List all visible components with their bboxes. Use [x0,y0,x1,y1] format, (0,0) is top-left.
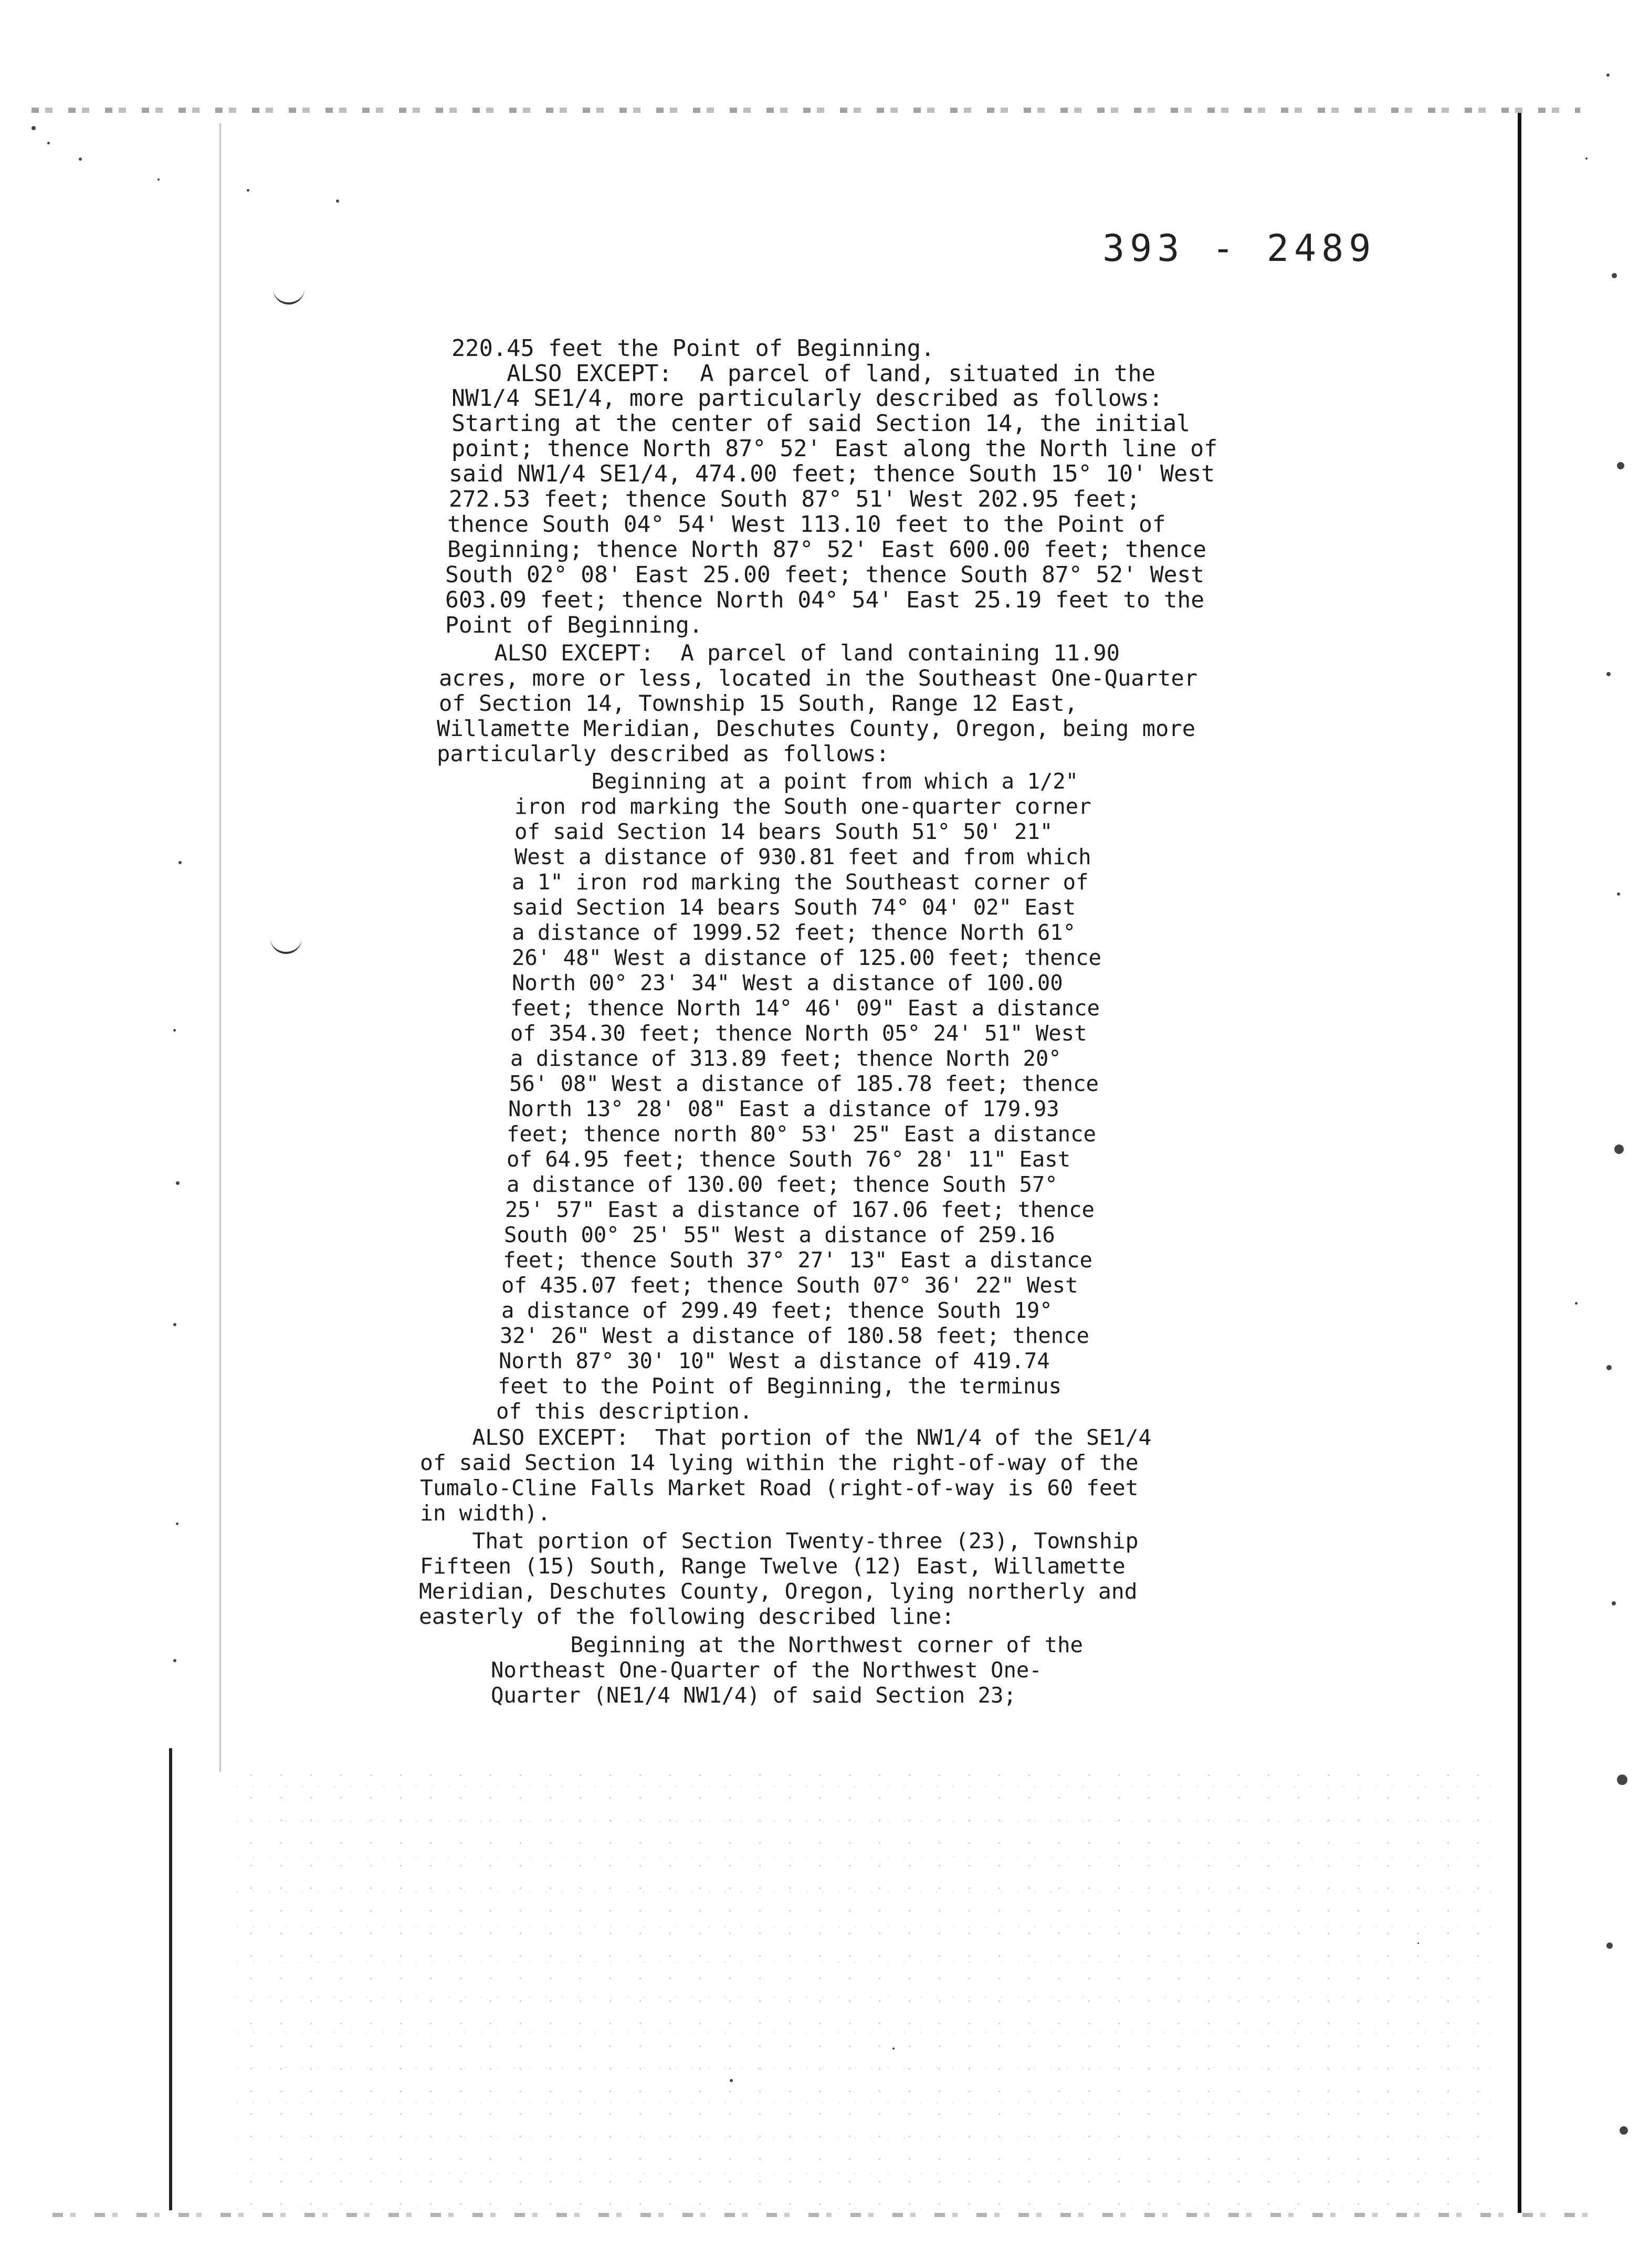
text-line: North 13° 28' 08" East a distance of 179.93 [508,1096,1059,1121]
scan-speckle [79,158,82,161]
text-line: North 87° 30' 10" West a distance of 419.74 [499,1348,1050,1373]
text-line: said NW1/4 SE1/4, 474.00 feet; thence South 15° 10' West [449,461,1215,487]
text-line: feet; thence South 37° 27' 13" East a distance [503,1247,1092,1273]
scan-speckle [892,2048,895,2050]
text-line: a distance of 1999.52 feet; thence North 61° [512,920,1076,945]
text-line: Beginning; thence North 87° 52' East 600.00 feet; thence [447,537,1207,563]
text-line: feet to the Point of Beginning, the terminus [498,1373,1062,1399]
text-line: in width). [420,1500,551,1526]
text-line: ALSO EXCEPT: A parcel of land containing 11.90 [441,640,1120,666]
text-line: of 354.30 feet; thence North 05° 24' 51" West [510,1021,1087,1046]
text-line: Tumalo-Cline Falls Market Road (right-of-way is 60 feet [420,1475,1139,1500]
text-line: a distance of 130.00 feet; thence South 57° [507,1172,1058,1197]
scan-speckle [1620,2126,1628,2135]
scan-speckle [31,126,36,130]
text-line: Beginning at a point from which a 1/2" [514,769,1079,794]
scan-speckle [1606,74,1610,77]
scan-speckle [1585,158,1588,160]
scan-speckle [1606,1365,1612,1370]
text-line: 32' 26" West a distance of 180.58 feet; thence [500,1323,1089,1348]
scan-speckle [173,1323,176,1326]
scan-speckle [173,1659,176,1662]
text-line: of 435.07 feet; thence South 07° 36' 22" West [501,1273,1078,1298]
scan-speckle [178,861,182,864]
scan-speckle [1606,672,1611,676]
scan-speckle [1575,1302,1578,1305]
text-line: a 1" iron rod marking the Southeast corner of [512,869,1089,895]
scan-speckle [247,189,249,192]
scan-speckle [176,1181,180,1185]
scan-speckle [1612,273,1617,278]
text-line: of said Section 14 bears South 51° 50' 21" [514,819,1053,844]
scan-speckle [1606,1942,1613,1949]
text-line: thence South 04° 54' West 113.10 feet to the Point of [447,511,1166,538]
text-line: ALSO EXCEPT: That portion of the NW1/4 of the SE1/4 [420,1425,1152,1450]
scan-speckle [1417,1942,1419,1944]
scan-speckle [173,1029,176,1032]
text-line: of said Section 14 lying within the right-of-way of the [420,1450,1139,1475]
text-line: 25' 57" East a distance of 167.06 feet; thence [505,1197,1095,1222]
text-line: said Section 14 bears South 74° 04' 02" East [512,895,1076,920]
text-line: easterly of the following described line: [419,1604,955,1629]
text-line: iron rod marking the South one-quarter corner [514,794,1091,819]
scan-speckle [1614,1144,1624,1154]
text-line: particularly described as follows: [437,741,889,766]
scan-speckle [730,2079,733,2082]
text-line: Point of Beginning. [445,612,703,638]
text-line: Starting at the center of said Section 14, the initial [451,411,1191,437]
text-line: North 00° 23' 34" West a distance of 100.00 [512,970,1063,995]
scan-edge-bottom [52,2213,1596,2217]
text-line: Meridian, Deschutes County, Oregon, lying northerly and [419,1579,1138,1604]
text-line: acres, more or less, located in the Southeast One-Quarter [439,665,1198,691]
text-line: 26' 48" West a distance of 125.00 feet; thence [512,945,1101,970]
scan-edge-top [31,108,1580,113]
text-line: Northeast One-Quarter of the Northwest One- [491,1657,1042,1683]
page-left-rule [169,1748,172,2210]
text-line: point; thence North 87° 52' East along the North line of [451,436,1218,462]
scan-speckle-field [236,1764,1496,2210]
margin-mark [273,288,304,304]
scan-speckle [1617,462,1624,469]
text-line: Quarter (NE1/4 NW1/4) of said Section 23; [491,1683,1016,1708]
text-line: Beginning at the Northwest corner of the [493,1632,1083,1657]
text-line: 220.45 feet the Point of Beginning. [451,335,935,362]
text-line: Fifteen (15) South, Range Twelve (12) East, Willamette [420,1553,1126,1579]
text-line: of Section 14, Township 15 South, Range 12 East, [439,690,1078,716]
page-number: 393 ‑ 2489 [1102,227,1376,270]
page-right-rule [1518,113,1521,2213]
scan-speckle [336,200,339,203]
text-line: a distance of 313.89 feet; thence North 20° [510,1046,1062,1071]
text-line: NW1/4 SE1/4, more particularly described as follows: [451,385,1163,412]
text-line: a distance of 299.49 feet; thence South 19° [501,1298,1053,1323]
scan-speckle [157,178,160,181]
text-line: 272.53 feet; thence South 87° 51' West 202.95 feet; [449,486,1140,512]
text-line: Willamette Meridian, Deschutes County, Oregon, being more [437,716,1196,741]
scan-speckle [47,142,50,144]
text-line: West a distance of 930.81 feet and from which [514,844,1091,869]
text-line: feet; thence north 80° 53' 25" East a distance [507,1121,1096,1147]
margin-mark [270,937,302,954]
text-line: 56' 08" West a distance of 185.78 feet; thence [509,1071,1099,1096]
text-line: ALSO EXCEPT: A parcel of land, situated in the [451,360,1155,387]
scan-speckle [1617,892,1620,896]
page-inner-left-edge [219,123,221,1772]
text-line: South 02° 08' East 25.00 feet; thence South 87° 52' West [445,562,1205,588]
text-line: South 00° 25' 55" West a distance of 259.16 [504,1222,1055,1247]
text-line: That portion of Section Twenty-three (23), Township [420,1528,1139,1553]
text-line: 603.09 feet; thence North 04° 54' East 25.19 feet to the [445,587,1205,613]
text-line: feet; thence North 14° 46' 09" East a distance [510,995,1100,1021]
text-line: of this description. [496,1399,753,1424]
scan-speckle [1617,1774,1627,1785]
text-line: of 64.95 feet; thence South 76° 28' 11" East [507,1147,1071,1172]
scan-speckle [1612,1601,1616,1605]
scan-speckle [176,1522,178,1525]
